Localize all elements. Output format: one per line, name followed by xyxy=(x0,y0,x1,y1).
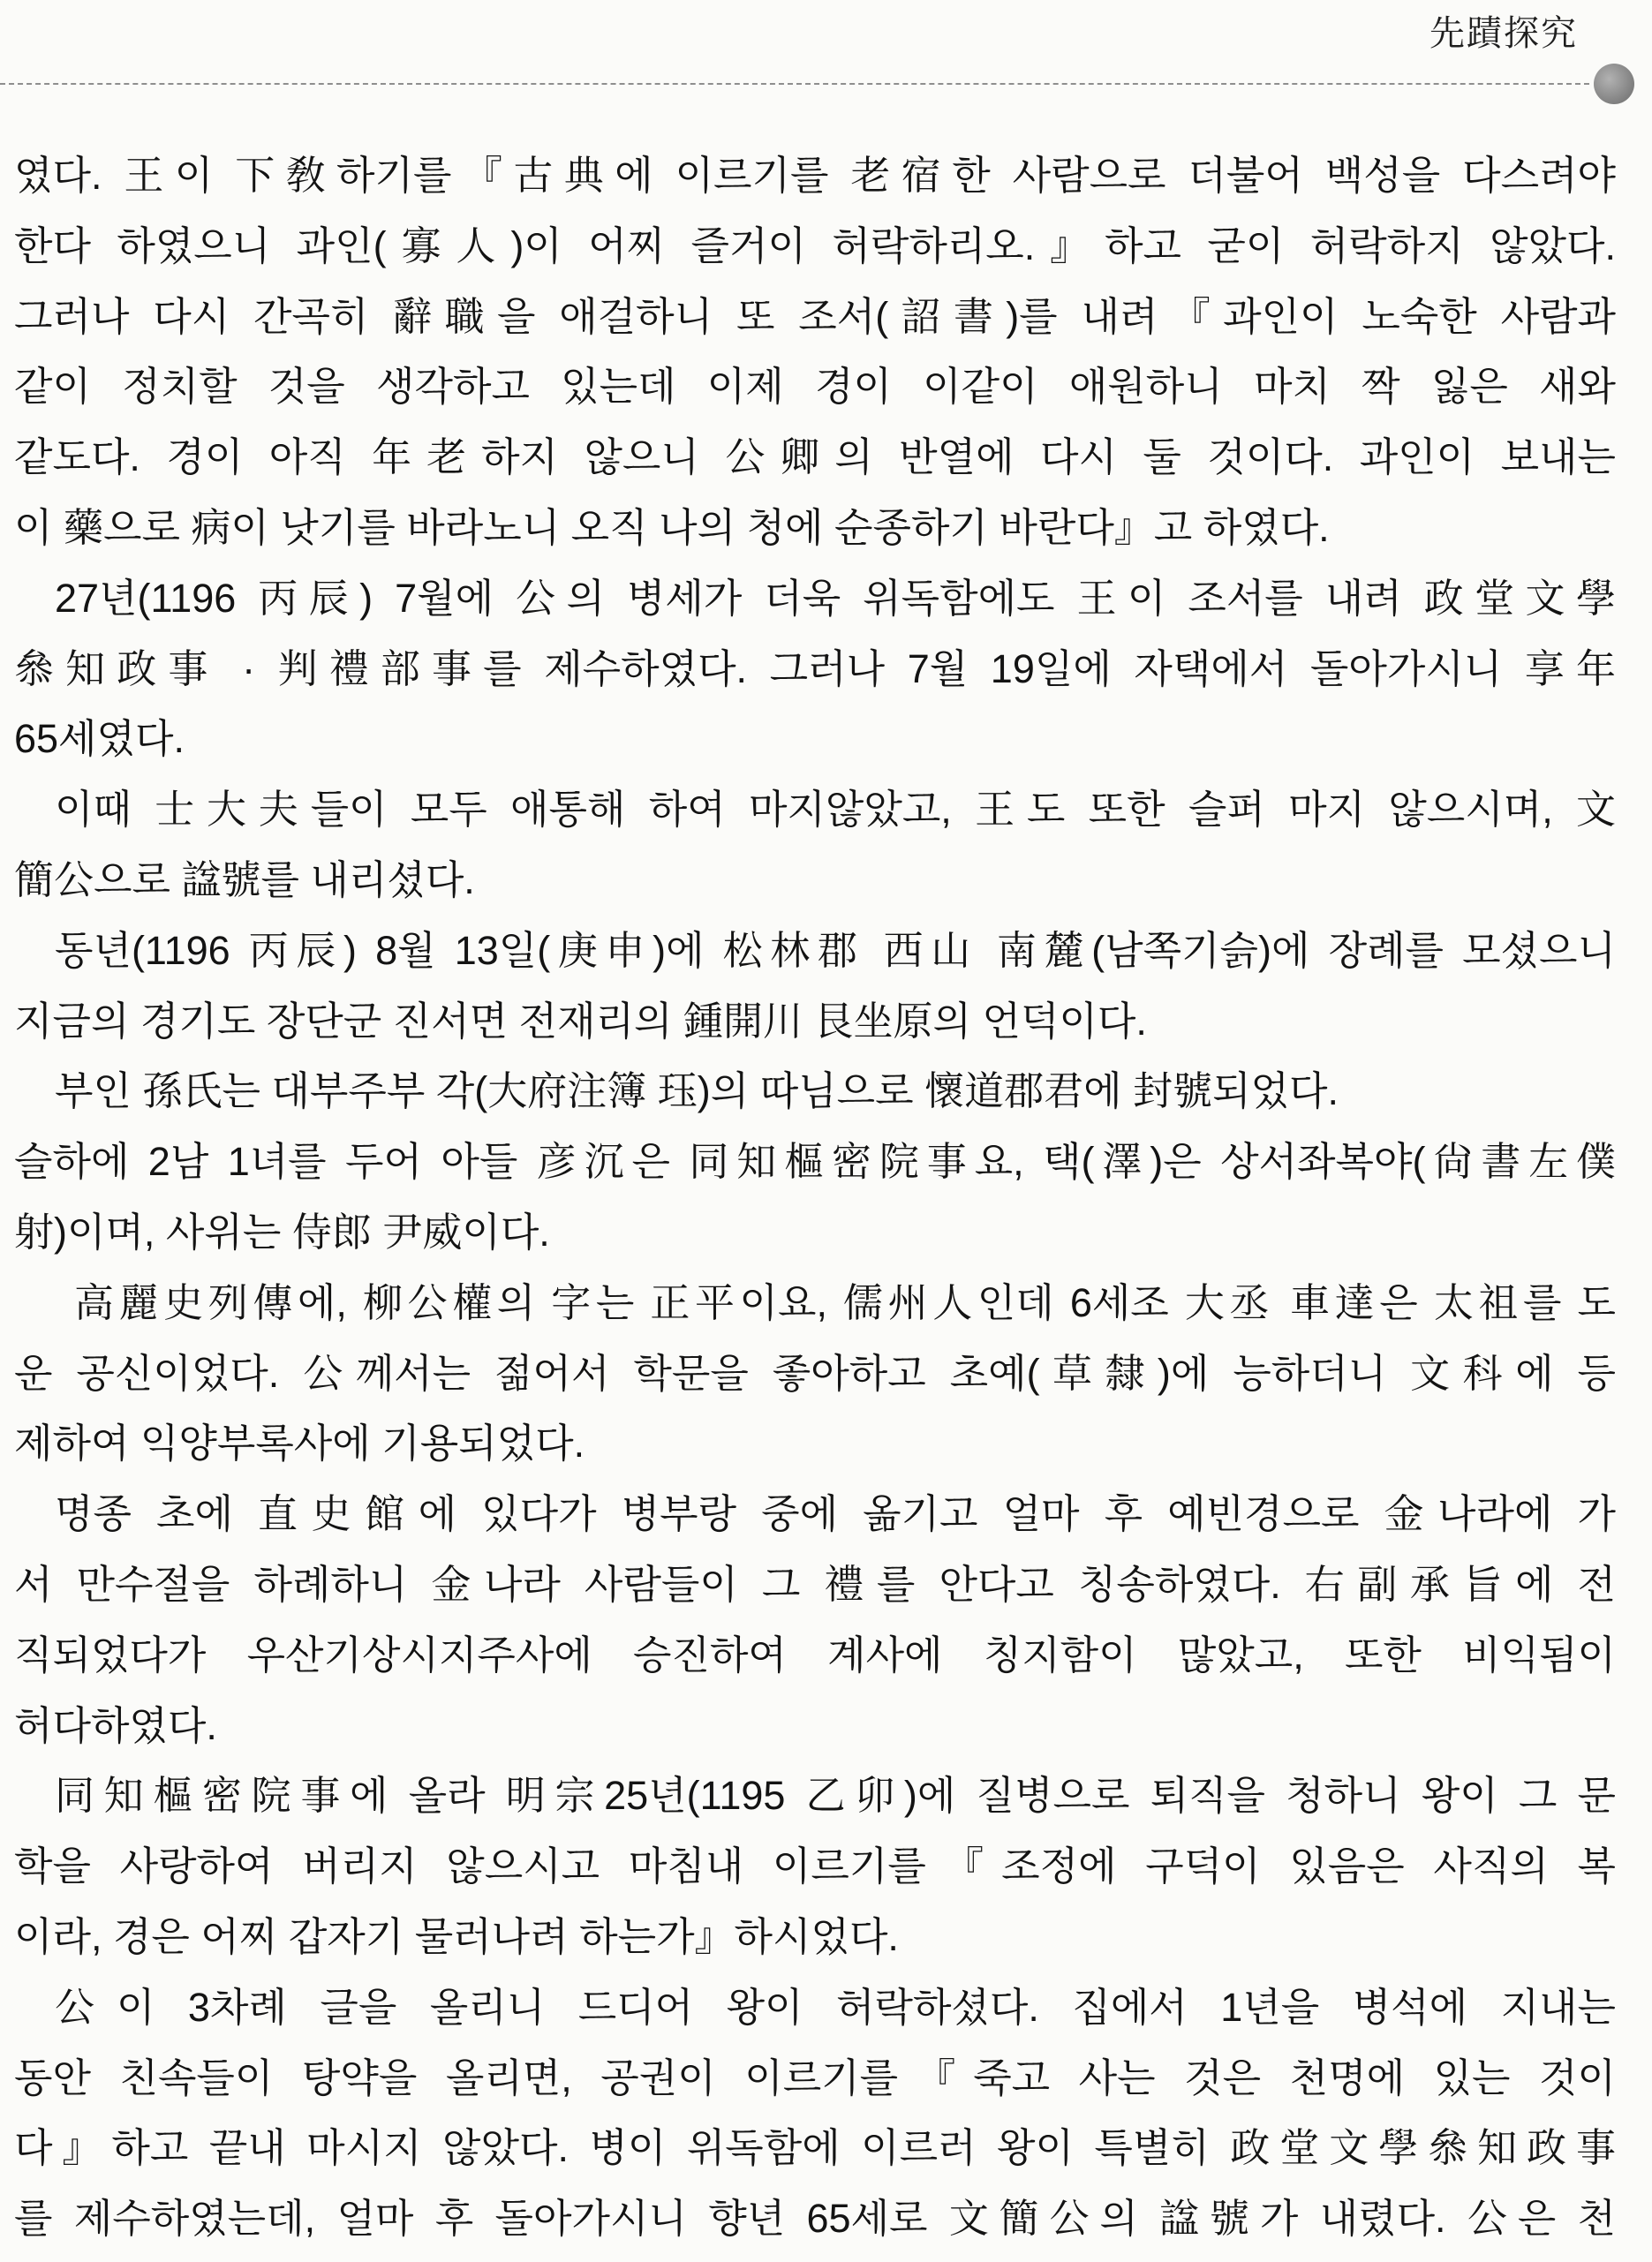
text-line: 이라, 경은 어찌 갑자기 물러나려 하는가』하시었다. xyxy=(14,1913,899,1959)
header-dot-ornament xyxy=(1594,64,1634,104)
text-line: 한다 하였으니 과인(寡人)이 어찌 즐거이 허락하리오.』하고 굳이 허락하지 않았다. xyxy=(14,222,1616,268)
text-line: 허다하였다. xyxy=(14,1702,217,1748)
text-line: 부인 孫氏는 대부주부 각(大府注簿 珏)의 따님으로 懷道郡君에 封號되었다. xyxy=(55,1068,1339,1114)
text-line: 다』하고 끝내 마시지 않았다. 병이 위독함에 이르러 왕이 특별히 政堂文學叅知政事 xyxy=(14,2125,1616,2171)
text-line: 직되었다가 우산기상시지주사에 승진하여 계사에 칭지함이 많았고, 또한 비익됨이 xyxy=(14,1632,1616,1678)
text-line: 동안 친속들이 탕약을 올리면, 공권이 이르기를『죽고 사는 것은 천명에 있는 것이 xyxy=(14,2055,1616,2100)
text-line: 高麗史列傳에, 柳公權의 字는 正平이요, 儒州人인데 6세조 大丞 車達은 太祖를 도 xyxy=(74,1279,1616,1325)
text-line: 지금의 경기도 장단군 진서면 전재리의 鍾開川 艮坐原의 언덕이다. xyxy=(14,998,1147,1044)
text-line: 同知樞密院事에 올라 明宗25년(1195 乙卯)에 질병으로 퇴직을 청하니 왕이 그 문 xyxy=(55,1773,1616,1819)
text-line: 명종 초에 直史館에 있다가 병부랑 중에 옮기고 얼마 후 예빈경으로 金나라에 가 xyxy=(55,1491,1616,1537)
text-line: 公이 3차례 글을 올리니 드디어 왕이 허락하셨다. 집에서 1년을 병석에 지내는 xyxy=(55,1984,1616,2030)
text-line: 같도다. 경이 아직 年老하지 않으니 公卿의 반열에 다시 둘 것이다. 과인이 보내는 xyxy=(14,434,1616,480)
text-line: 동년(1196 丙辰) 8월 13일(庚申)에 松林郡 西山 南麓(남쪽기슭)에 장례를 모셨으니 xyxy=(55,927,1616,973)
header-divider xyxy=(0,83,1589,85)
text-line: 叅知政事 · 判禮部事를 제수하였다. 그러나 7월 19일에 자택에서 돌아가시니 享年 xyxy=(14,645,1616,691)
body-text xyxy=(14,140,1616,2254)
text-line: 운 공신이었다. 公께서는 젊어서 학문을 좋아하고 초예(草隸)에 능하더니 文科에 등 xyxy=(14,1350,1616,1396)
text-line: 이 藥으로 病이 낫기를 바라노니 오직 나의 청에 순종하기 바란다』고 하였다. xyxy=(14,504,1330,550)
text-line: 그러나 다시 간곡히 辭職을 애걸하니 또 조서(詔書)를 내려『과인이 노숙한 사람과 xyxy=(14,293,1616,339)
text-line: 이때 士大夫들이 모두 애통해 하여 마지않았고, 王도 또한 슬퍼 마지 않으시며, 文 xyxy=(55,787,1616,833)
text-line: 였다. 王이 下敎하기를『古典에 이르기를 老宿한 사람으로 더불어 백성을 다스려야 xyxy=(14,153,1616,198)
text-line: 27년(1196 丙辰) 7월에 公의 병세가 더욱 위독함에도 王이 조서를 내려 政堂文學 xyxy=(55,575,1616,621)
text-line: 슬하에 2남 1녀를 두어 아들 彦沉은 同知樞密院事요, 택(澤)은 상서좌복야(尙書左僕 xyxy=(14,1139,1616,1185)
text-line: 를 제수하였는데, 얼마 후 돌아가시니 향년 65세로 文簡公의 諡號가 내렸다. 公은 천 xyxy=(14,2196,1616,2242)
section-title: 先蹟探究 xyxy=(1429,13,1578,54)
text-line: 서 만수절을 하례하니 金나라 사람들이 그 禮를 안다고 칭송하였다. 右副承旨에 전 xyxy=(14,1561,1616,1607)
text-line: 제하여 익양부록사에 기용되었다. xyxy=(14,1421,585,1467)
text-line: 射)이며, 사위는 侍郎 尹威이다. xyxy=(14,1209,550,1255)
text-line: 같이 정치할 것을 생각하고 있는데 이제 경이 이같이 애원하니 마치 짝 잃은 새와 xyxy=(14,364,1616,410)
text-line: 학을 사랑하여 버리지 않으시고 마침내 이르기를『조정에 구덕이 있음은 사직의 복 xyxy=(14,1844,1616,1889)
text-line: 簡公으로 諡號를 내리셨다. xyxy=(14,856,475,902)
text-line: 65세였다. xyxy=(14,716,185,762)
